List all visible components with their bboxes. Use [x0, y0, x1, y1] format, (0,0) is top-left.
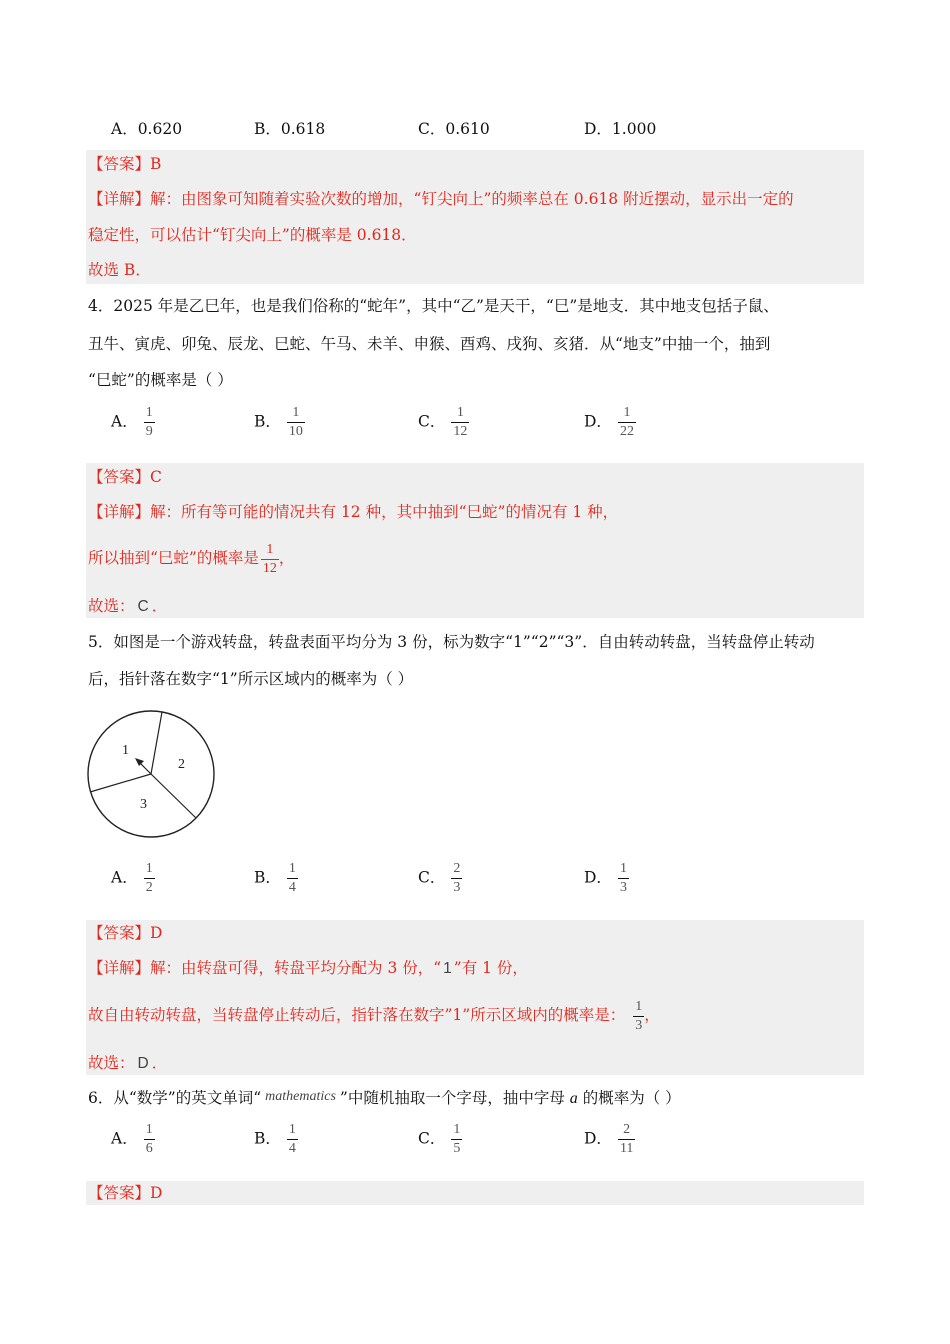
question-text: 6．从“数学”的英文单词“ [88, 1089, 262, 1107]
detail-text: 所以抽到“巳蛇”的概率是 [88, 549, 259, 567]
denominator: 2 [145, 880, 153, 895]
option-prefix: B． [254, 868, 281, 887]
numerator: 2 [453, 861, 461, 876]
numerator: 1 [288, 861, 296, 876]
q4-option-d [584, 406, 636, 439]
answer-value: D [150, 924, 163, 942]
denominator: 4 [288, 880, 296, 895]
q5-option-b [254, 862, 298, 895]
q3-conclusion: 故选 B． [88, 261, 151, 279]
fraction [618, 1123, 635, 1156]
option-prefix: D． [584, 1129, 612, 1148]
fraction [287, 862, 298, 895]
detail-text: 故自由转动转盘，当转盘停止转动后，指针落在数字”1”所示区域内的概率是： [88, 1006, 626, 1024]
q5-option-c [418, 862, 462, 895]
denominator: 12 [262, 560, 277, 576]
q3-option-a: A．0.620 [111, 120, 183, 138]
q3-detail-line1 [88, 188, 794, 210]
fraction [144, 406, 155, 439]
denominator: 3 [453, 880, 461, 895]
denominator: 5 [453, 1141, 461, 1156]
answer-tag: 【答案】 [88, 1184, 151, 1202]
numerator: 1 [145, 861, 153, 876]
answer-value: C [150, 468, 162, 486]
q6-answer-block [86, 1181, 864, 1205]
spinner-divider [151, 712, 162, 774]
numerator: 1 [453, 1122, 461, 1137]
answer-tag: 【答案】 [88, 924, 151, 942]
numerator: 2 [623, 1122, 631, 1137]
q4-text-line2: 丑牛、寅虎、卯兔、辰龙、巳蛇、午马、未羊、申猴、酉鸡、戌狗、亥猪．从“地支”中抽一个，抽到 [88, 335, 771, 353]
question-text: 的概率为（ ） [577, 1089, 681, 1107]
spinner-label-1: 1 [122, 743, 129, 758]
detail-tag: 【详解】 [88, 503, 151, 521]
fraction [451, 406, 469, 439]
q4-conclusion [88, 595, 167, 618]
numerator: 1 [288, 1122, 296, 1137]
q5-text-line2: 后，指针落在数字“1”所示区域内的概率为（ ） [88, 670, 414, 688]
q3-answer [88, 153, 161, 175]
denominator: 4 [288, 1141, 296, 1156]
q4-option-c [418, 406, 469, 439]
q5-conclusion [88, 1052, 167, 1075]
q5-detail-line2 [88, 995, 660, 1035]
detail-tag: 【详解】 [88, 190, 151, 208]
answer-tag: 【答案】 [88, 155, 151, 173]
fraction [287, 1123, 298, 1156]
option-prefix: C． [418, 868, 446, 887]
numerator: 1 [266, 541, 274, 557]
q6-option-d [584, 1123, 635, 1156]
conclusion-end: ． [151, 1054, 168, 1072]
q4-detail-line1 [88, 501, 618, 523]
spinner-figure [86, 708, 218, 840]
denominator: 9 [145, 424, 153, 439]
answer-tag: 【答案】 [88, 468, 151, 486]
option-prefix: D． [584, 412, 612, 431]
option-prefix: A． [111, 1129, 138, 1148]
q6-option-c [418, 1123, 462, 1156]
option-prefix: C． [418, 1129, 446, 1148]
q3-option-b: B．0.618 [254, 120, 326, 138]
fraction [261, 543, 279, 576]
option-prefix: A． [111, 412, 138, 431]
numerator: 1 [635, 998, 643, 1014]
numerator: 1 [145, 405, 153, 420]
math-letter: a [569, 1090, 578, 1107]
fraction [451, 862, 462, 895]
denominator: 10 [288, 424, 303, 439]
option-prefix: A． [111, 868, 138, 887]
option-prefix: D． [584, 868, 612, 887]
detail-end: ， [278, 549, 295, 567]
q4-text-line3: “巳蛇”的概率是（ ） [88, 371, 233, 389]
conclusion-end: ． [151, 597, 168, 615]
q3-option-c: C．0.610 [418, 120, 490, 138]
q3-detail-line2: 稳定性，可以估计“钉尖向上”的概率是 0.618． [88, 226, 417, 244]
q4-option-a [111, 406, 155, 439]
fraction [633, 1000, 644, 1033]
answer-value: B [150, 155, 162, 173]
q6-answer [88, 1182, 162, 1204]
spinner-label-2: 2 [178, 757, 185, 772]
conclusion-prefix: 故选： [88, 597, 135, 615]
denominator: 3 [619, 880, 627, 895]
q5-answer [88, 922, 162, 944]
q5-option-d [584, 862, 629, 895]
q3-answer-block [86, 150, 864, 284]
numerator: 1 [292, 405, 300, 420]
spinner-divider [90, 774, 151, 792]
fraction [287, 406, 305, 439]
numerator: 1 [456, 405, 464, 420]
option-prefix: B． [254, 1129, 281, 1148]
fraction [144, 862, 155, 895]
numerator: 1 [623, 405, 631, 420]
q5-option-a [111, 862, 155, 895]
option-prefix: B． [254, 412, 281, 431]
q6-option-b [254, 1123, 298, 1156]
fraction [451, 1123, 462, 1156]
denominator: 11 [619, 1141, 634, 1156]
pointer-arrowhead-icon [135, 758, 144, 766]
fraction [144, 1123, 155, 1156]
q4-option-b [254, 406, 305, 439]
spinner-divider [151, 774, 196, 818]
fraction [618, 406, 636, 439]
q5-detail-line1 [88, 957, 528, 980]
denominator: 3 [635, 1017, 643, 1033]
conclusion-prefix: 故选： [88, 1054, 135, 1072]
fraction [618, 862, 629, 895]
q6-option-a [111, 1123, 155, 1156]
denominator: 22 [619, 424, 634, 439]
q4-detail-line2 [88, 538, 294, 578]
detail-tag: 【详解】 [88, 959, 151, 977]
detail-end: ， [644, 1006, 660, 1024]
conclusion-letter: D [137, 1055, 149, 1072]
conclusion-letter: C [137, 598, 149, 615]
detail-text: ”有 1 份， [453, 959, 528, 977]
numerator: 1 [619, 861, 627, 876]
detail-text: 解：由转盘可得，转盘平均分配为 3 份，“ [150, 959, 442, 977]
question-text: ”中随机抽取一个字母，抽中字母 [339, 1089, 570, 1107]
numerator: 1 [145, 1122, 153, 1137]
option-prefix: C． [418, 412, 446, 431]
answer-value: D [150, 1184, 163, 1202]
spinner-label-3: 3 [140, 797, 147, 812]
denominator: 6 [145, 1141, 153, 1156]
detail-number: 1 [443, 960, 452, 977]
q4-text-line1: 4．2025 年是乙巳年，也是我们俗称的“蛇年”，其中“乙”是天干，“巳”是地支．其中地支包括子鼠、 [88, 297, 779, 315]
q3-option-d: D．1.000 [584, 120, 657, 138]
math-word: mathematics [265, 1089, 336, 1104]
denominator: 12 [453, 424, 468, 439]
detail-text: 解：所有等可能的情况共有 12 种，其中抽到“巳蛇”的情况有 1 种， [150, 503, 619, 521]
q6-text [88, 1086, 681, 1110]
q5-text-line1: 5．如图是一个游戏转盘，转盘表面平均分为 3 份，标为数字“1”“2”“3”．自由转动转盘，当转盘停止转动 [88, 633, 815, 651]
detail-text: 解：由图象可知随着实验次数的增加，“钉尖向上”的频率总在 0.618 附近摆动，显示出一定的 [150, 190, 794, 208]
q4-answer [88, 466, 162, 488]
